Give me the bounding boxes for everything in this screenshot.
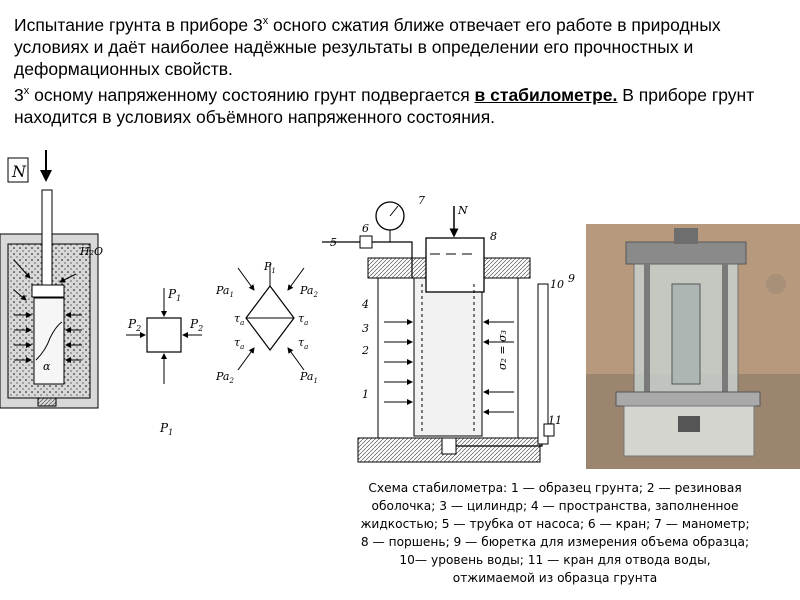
marker-4: 4: [362, 298, 369, 311]
marker-3: 3: [362, 322, 369, 335]
load-label: N: [12, 162, 26, 181]
chamber-diagram: [0, 150, 112, 412]
stabilometer-link[interactable]: в стабилометре.: [474, 84, 618, 105]
marker-6: 6: [362, 222, 369, 235]
marker-10: 10: [550, 278, 564, 291]
marker-9: 9: [568, 272, 575, 285]
stabilometer-caption: Схема стабилометра: 1 — образец грунта; 2 — резиновая оболочка; 3 — цилиндр; 4 — пространства, заполненное жидкостью; 5 — трубка от насоса; 6 — кран; 7 — манометр; 8 — поршень; 9 — бюретка для измерения объема образца; 10— уровень воды; 11 — кран для отвода воды, отжимаемой из образца грунта: [360, 481, 750, 585]
tau-right-lower-label: $\tau_a$: [298, 336, 309, 351]
bottom-stress-label: $P_1$: [160, 421, 174, 437]
pa2-top-right-label: $Pa_2$: [300, 284, 318, 299]
stabilometer-schematic: [322, 192, 584, 476]
principal-stress-diagram: [124, 280, 214, 440]
intro-paragraph-2: $3^х$ осному напряженному состоянию грунт подвергается в стабилометре. В приборе грунт находится в условиях объёмного напряженного состояния.: [14, 84, 755, 127]
tau-left-lower-label: $\tau_a$: [234, 336, 245, 351]
sample-label: α: [43, 360, 51, 373]
left-stress-label: $P_2$: [128, 317, 142, 333]
marker-8: 8: [490, 230, 497, 243]
sigma-label: σ₂ = σ₃: [496, 329, 509, 370]
stabilometer-photo: [586, 224, 800, 469]
tau-right-upper-label: $\tau_a$: [298, 312, 309, 327]
right-stress-label: $P_2$: [190, 317, 204, 333]
intro-text: [14, 10, 794, 128]
tau-left-upper-label: $\tau_a$: [234, 312, 245, 327]
pa1-bottom-right-label: $Pa_1$: [300, 370, 318, 385]
top-stress-label: $P_1$: [168, 287, 182, 303]
p1-label: $P_1$: [264, 260, 276, 275]
marker-5: 5: [330, 236, 337, 249]
marker-2: 2: [362, 344, 369, 357]
water-label: H₂O: [80, 245, 104, 258]
marker-7: 7: [418, 194, 425, 207]
marker-11: 11: [548, 414, 562, 427]
shear-stress-diagram: [216, 260, 328, 410]
intro-paragraph-1: Испытание грунта в приборе $3^х$ осного сжатия ближе отвечает его работе в природных условиях и даёт наиболее надёжные результаты в определении его прочностных и деформационных свойств.: [14, 14, 721, 79]
marker-1: 1: [362, 388, 369, 401]
pa1-top-left-label: $Pa_1$: [216, 284, 234, 299]
pa2-bottom-left-label: $Pa_2$: [216, 370, 234, 385]
load-n-label: N: [458, 204, 468, 217]
